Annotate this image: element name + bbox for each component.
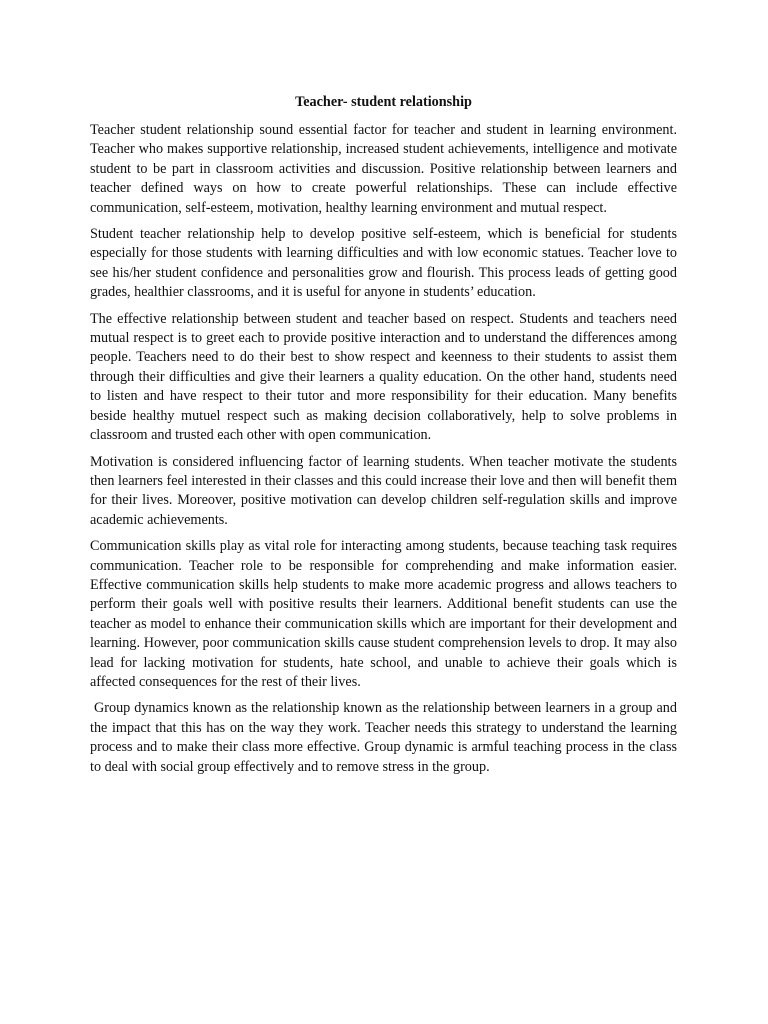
- paragraph-communication: Communication skills play as vital role for interacting among students, because teaching task requires communication. Teacher role to be responsible for comprehending and make information easier. Effective communication skills help students to make more academic progress and allows teachers to perform their goals well with positive results their learners. Additional benefit students can use the teacher as model to enhance their communication skills which are important for their development and learning. However, poor communication skills cause student comprehension levels to drop. It may also lead for lacking motivation for students, hate school, and unable to achieve their goals which is affected consequences for the rest of their lives.: [90, 538, 677, 690]
- document-title: Teacher- student relationship: [295, 94, 472, 110]
- document-body: [90, 93, 677, 784]
- paragraph-intro: Teacher student relationship sound essential factor for teacher and student in learning environment. Teacher who makes supportive relationship, increased student achievements, intelligence and motivate student to be part in classroom activities and discussion. Positive relationship between learners and teacher defined ways on how to create powerful relationships. These can include effective communication, self-esteem, motivation, healthy learning environment and mutual respect.: [90, 122, 677, 216]
- paragraph-motivation: Motivation is considered influencing factor of learning students. When teacher motivate the students then learners feel interested in their classes and this could increase their love and then will benefit them for their lives. Moreover, positive motivation can develop children self-regulation skills and improve academic achievements.: [90, 453, 677, 528]
- paragraph-respect: The effective relationship between student and teacher based on respect. Students and teachers need mutual respect is to greet each to provide positive interaction and to understand the differences among people. Teachers need to do their best to show respect and keenness to their students to assist them through their difficulties and give their learners a quality education. On the other hand, students need to listen and have respect to their tutor and more responsibility for their education. Many benefits beside healthy mutuel respect such as making decision collaboratively, help to solve problems in classroom and trusted each other with open communication.: [90, 310, 677, 444]
- paragraph-group-dynamics: Group dynamics known as the relationship known as the relationship between learners in a group and the impact that this has on the way they work. Teacher needs this strategy to understand the learning process and to make their class more effective. Group dynamic is armful teaching process in the class to deal with social group effectively and to remove stress in the group.: [90, 700, 677, 775]
- paragraph-self-esteem: Student teacher relationship help to develop positive self-esteem, which is beneficial for students especially for those students with learning difficulties and with low economic statues. Teacher love to see his/her student confidence and personalities grow and flourish. This process leads of getting good grades, healthier classrooms, and it is useful for anyone in students’ education.: [90, 226, 677, 301]
